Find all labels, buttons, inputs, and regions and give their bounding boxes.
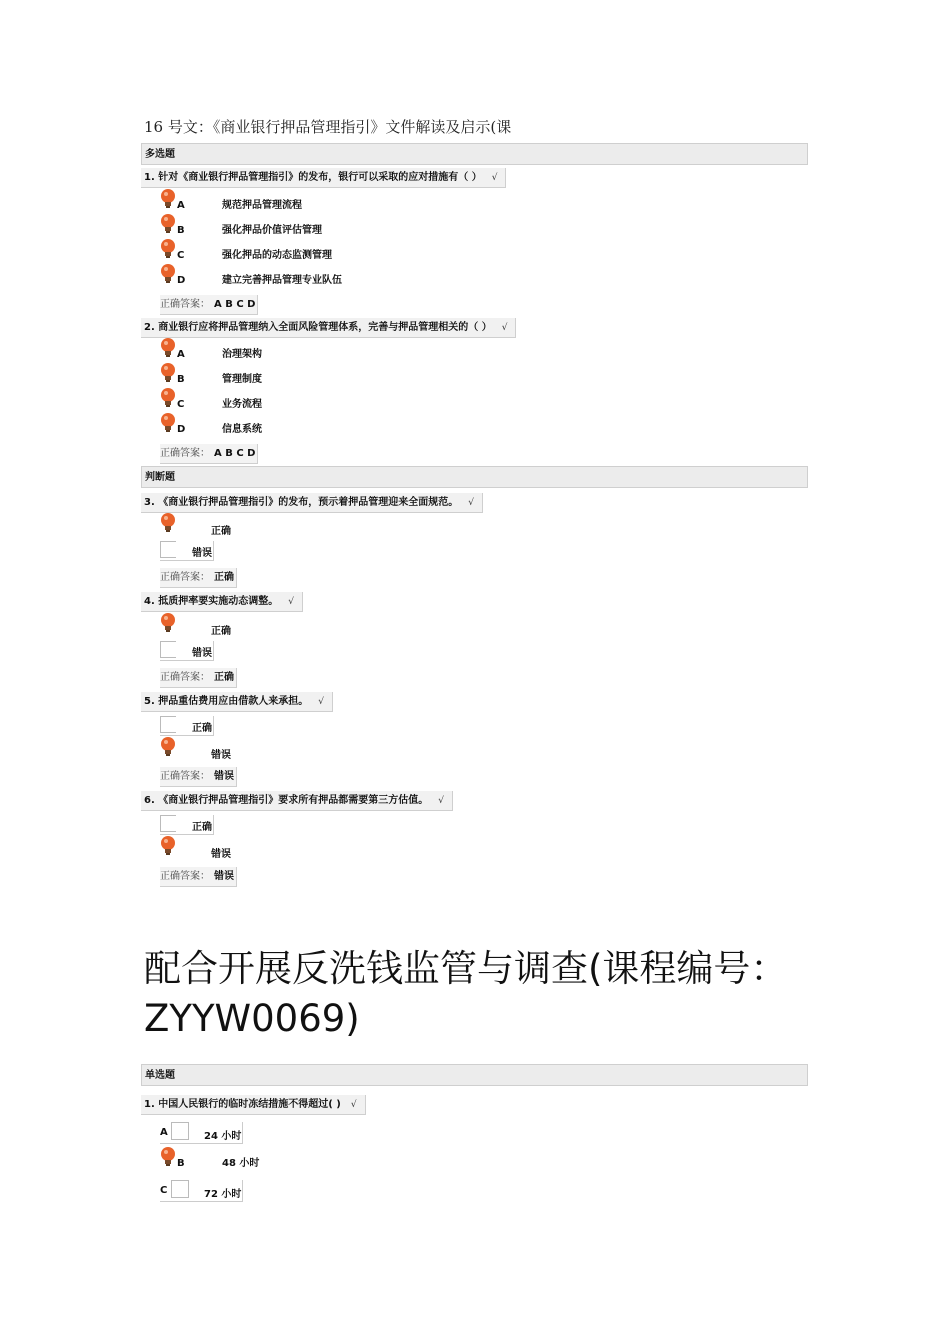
question-6-stem: 6. 《商业银行押品管理指引》要求所有押品都需要第三方估值。 √ xyxy=(141,791,453,811)
doc-title: 16 号文：《商业银行押品管理指引》文件解读及启示(课 xyxy=(144,118,512,136)
check-mark-icon: √ xyxy=(318,697,324,707)
question-4-stem: 4. 抵质押率要实施动态调整。 √ xyxy=(141,592,303,612)
lightbulb-icon xyxy=(160,239,176,261)
lightbulb-icon xyxy=(160,1147,176,1169)
single-question-1-stem: 1. 中国人民银行的临时冻结措施不得超过( ) √ xyxy=(141,1095,366,1115)
lightbulb-icon xyxy=(160,836,176,858)
q5-correct-answer: 正确答案： 错误 xyxy=(160,767,237,787)
question-1-stem: 1. 针对《商业银行押品管理指引》的发布，银行可以采取的应对措施有（ ） √ xyxy=(141,168,506,188)
lightbulb-icon xyxy=(160,413,176,435)
check-mark-icon: √ xyxy=(501,323,508,333)
q1-correct-answer: 正确答案： A B C D xyxy=(160,295,258,315)
lightbulb-icon xyxy=(160,513,176,535)
q3-correct-answer: 正确答案： 正确 xyxy=(160,568,237,588)
lightbulb-icon xyxy=(160,214,176,236)
lightbulb-icon xyxy=(160,388,176,410)
check-mark-icon: √ xyxy=(491,173,498,183)
unchecked-box-icon xyxy=(160,541,176,558)
check-mark-icon: √ xyxy=(438,796,444,806)
unchecked-box-icon xyxy=(171,1122,189,1140)
lightbulb-icon xyxy=(160,189,176,211)
lightbulb-icon xyxy=(160,737,176,759)
check-mark-icon: √ xyxy=(288,597,294,607)
unchecked-box-icon xyxy=(160,716,176,733)
lightbulb-icon xyxy=(160,363,176,385)
check-mark-icon: √ xyxy=(350,1100,357,1110)
q4-correct-answer: 正确答案： 正确 xyxy=(160,668,237,688)
course-title: 配合开展反洗钱监管与调查(课程编号：ZYYW0069) xyxy=(144,947,788,1040)
question-5-stem: 5. 押品重估费用应由借款人来承担。 √ xyxy=(141,692,333,712)
question-2-stem: 2. 商业银行应将押品管理纳入全面风险管理体系，完善与押品管理相关的（ ） √ xyxy=(141,318,516,338)
section-header-single: 单选题 xyxy=(141,1064,808,1086)
check-mark-icon: √ xyxy=(468,498,474,508)
unchecked-box-icon xyxy=(171,1180,189,1198)
section-header-multi: 多选题 xyxy=(141,143,808,165)
section-header-judge: 判断题 xyxy=(141,466,808,488)
q2-correct-answer: 正确答案： A B C D xyxy=(160,444,258,464)
lightbulb-icon xyxy=(160,264,176,286)
unchecked-box-icon xyxy=(160,641,176,658)
unchecked-box-icon xyxy=(160,815,176,832)
question-3-stem: 3. 《商业银行押品管理指引》的发布，预示着押品管理迎来全面规范。 √ xyxy=(141,493,483,513)
q6-correct-answer: 正确答案： 错误 xyxy=(160,867,237,887)
lightbulb-icon xyxy=(160,338,176,360)
lightbulb-icon xyxy=(160,613,176,635)
